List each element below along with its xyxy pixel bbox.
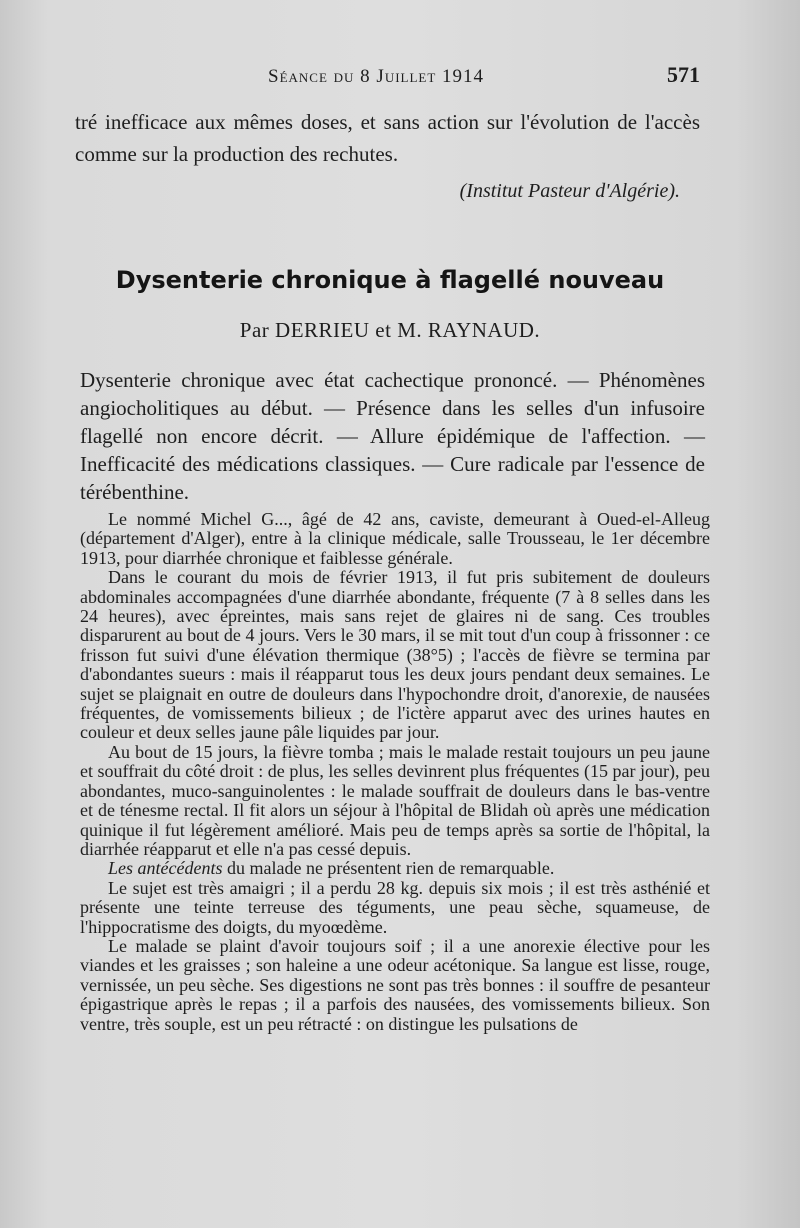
paragraph-2: Dans le courant du mois de février 1913, il fut pris subitement de douleurs abdominales accompagnées d'une diarrhée abondante, fréquente (7 à 8 selles dans les 24 heures), avec épreintes, mais sans rejet de glaires ni de sang. Ces troubles disparurent au bout de 4 jours. Vers le 30 mars, il se mit tout d'un coup à frissonner : ce frisson fut suivi d'une élévation thermique (38°5) ; l'accès de fièvre se termina par d'abondantes sueurs : mais il réapparut tous les deux jours pendant deux semaines. Le sujet se plaignait en outre de douleurs dans l'hypochondre droit, d'anorexie, de nausées fréquentes, de vomissements bilieux ; de l'ictère apparut avec des urines hautes en couleur et deux selles jaune pâle liquides par jour. [80,567,710,743]
paragraph-5: Le sujet est très amaigri ; il a perdu 28 kg. depuis six mois ; il est très asthénié et présente une teinte terreuse des téguments, une peau sèche, squameuse, de l'hippocratisme des doigts, du myoœdème. [80,877,710,937]
institut-attribution: (Institut Pasteur d'Algérie). [459,180,680,202]
paragraph-4-italic: Les antécédents [108,858,223,879]
page-number: 571 [667,62,700,87]
running-title: Séance du 8 Juillet 1914 [268,66,485,87]
article-title: Dysenterie chronique à flagellé nouveau [115,266,665,294]
article-body [80,510,710,1034]
article-authors: Par DERRIEU et M. RAYNAUD. [239,318,541,342]
paragraph-1: Le nommé Michel G..., âgé de 42 ans, caviste, demeurant à Oued-el-Alleug (département d'Alger), entre à la clinique médicale, salle Trousseau, le 1er décembre 1913, pour diarrhée chronique et faiblesse générale. [80,509,710,568]
paragraph-4-rest: du malade ne présentent rien de remarquable. [222,858,555,879]
opening-text: tré inefficace aux mêmes doses, et sans action sur l'évolution de l'accès comme sur la production des rechutes. [75,110,700,166]
paragraph-4 [80,859,710,878]
page-header [80,62,700,92]
paragraph-6: Le malade se plaint d'avoir toujours soif ; il a une anorexie élective pour les viandes et les graisses ; son haleine a une odeur acétonique. Sa langue est lisse, rouge, vernissée, un peu sèche. Ses digestions ne sont pas très bonnes : il souffre de pesanteur épigastrique après le repas ; il a parfois des nausées, des vomissements bilieux. Son ventre, très souple, est un peu rétracté : on distingue les pulsations de [80,935,710,1034]
article-summary: Dysenterie chronique avec état cachectique prononcé. — Phénomènes angiocholitiques au début. — Présence dans les selles d'un infusoire flagellé non encore décrit. — Allure épidémique de l'affection. — Inefficacité des médications classiques. — Cure radicale par l'essence de térébenthine. [80,368,705,504]
paragraph-3: Au bout de 15 jours, la fièvre tomba ; mais le malade restait toujours un peu jaune et souffrait du côté droit : de plus, les selles devinrent plus fréquentes (15 par jour), peu abondantes, muco-sanguinolentes : le malade souffrait de douleurs dans le bas-ventre et de ténesme rectal. Il fit alors un séjour à l'hôpital de Blidah où après une médication quinique il fut légèrement amélioré. Mais peu de temps après sa sortie de l'hôpital, la diarrhée réapparut et elle n'a pas cessé depuis. [80,741,710,859]
